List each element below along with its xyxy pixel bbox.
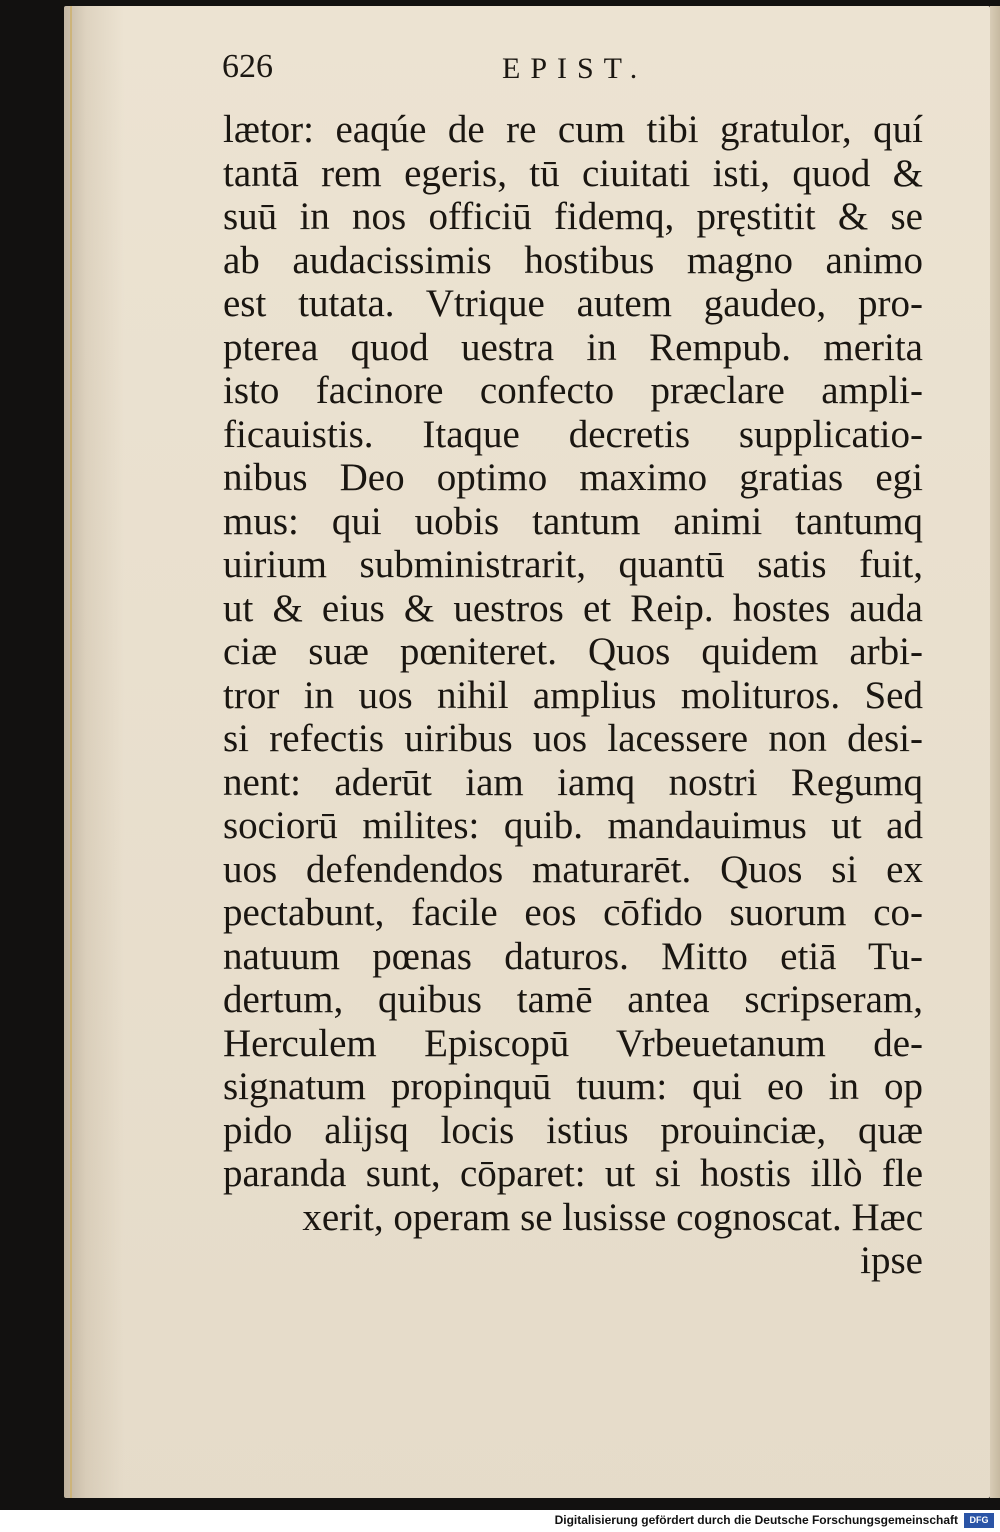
funding-credit: Digitalisierung gefördert durch die Deutsche Forschungsgemeinschaft [554,1513,958,1527]
page-edge [990,6,1000,1498]
text-line: si refectis uiribus uos lacessere non desi- [223,717,923,760]
text-line: ciæ suæ pœniteret. Quos quidem arbi- [223,630,923,673]
text-line: lætor: eaqúe de re cum tibi gratulor, quí [223,108,923,151]
text-line: est tutata. Vtrique autem gaudeo, pro- [223,282,923,325]
text-line: signatum propinquū tuum: qui eo in op [223,1065,923,1108]
text-line: mus: qui uobis tantum animi tantumq [223,499,923,543]
text-line: ut & eius & uestros et Reip. hostes auda [223,586,923,630]
text-line: nent: aderūt iam iamq nostri Regumq [223,760,923,804]
footer-bar [0,1510,1000,1532]
page-number: 626 [222,48,273,85]
text-line: suū in nos officiū fidemq, pręstitit & se [223,195,923,238]
text-line: sociorū milites: quib. mandauimus ut ad [223,804,923,847]
text-line: natuum pœnas daturos. Mitto etiā Tu- [223,934,923,978]
text-line: paranda sunt, cōparet: ut si hostis illò fle [223,1152,923,1195]
text-line: pterea quod uestra in Rempub. merita [223,325,923,369]
text-line: Herculem Episcopū Vrbeuetanum de- [223,1021,923,1065]
gutter-shadow [70,6,72,1498]
text-line: xerit, operam se lusisse cognoscat. Hæc [302,1195,923,1239]
text-line: nibus Deo optimo maximo gratias egi [223,456,923,499]
text-line: ab audacissimis hostibus magno animo [223,238,923,282]
text-line: uirium subministrarit, quantū satis fuit, [223,543,923,586]
catchword: ipse [860,1239,923,1282]
dfg-logo: DFG [964,1513,994,1528]
text-line: tantā rem egeris, tū ciuitati isti, quod & [223,151,923,195]
body-text [223,108,923,1283]
text-line: dertum, quibus tamē antea scripseram, [223,978,923,1021]
text-line: uos defendendos maturarēt. Quos si ex [223,847,923,891]
text-line: isto facinore confecto præclare ampli- [223,369,923,412]
text-line: tror in uos nihil amplius molituros. Sed [223,673,923,717]
text-line: pido alijsq locis istius prouinciæ, quæ [223,1108,923,1152]
running-head: EPIST. [502,52,648,85]
text-line: ficauistis. Itaque decretis supplicatio- [223,412,923,456]
text-line: pectabunt, facile eos cōfido suorum co- [223,891,923,934]
page-header [222,42,742,98]
